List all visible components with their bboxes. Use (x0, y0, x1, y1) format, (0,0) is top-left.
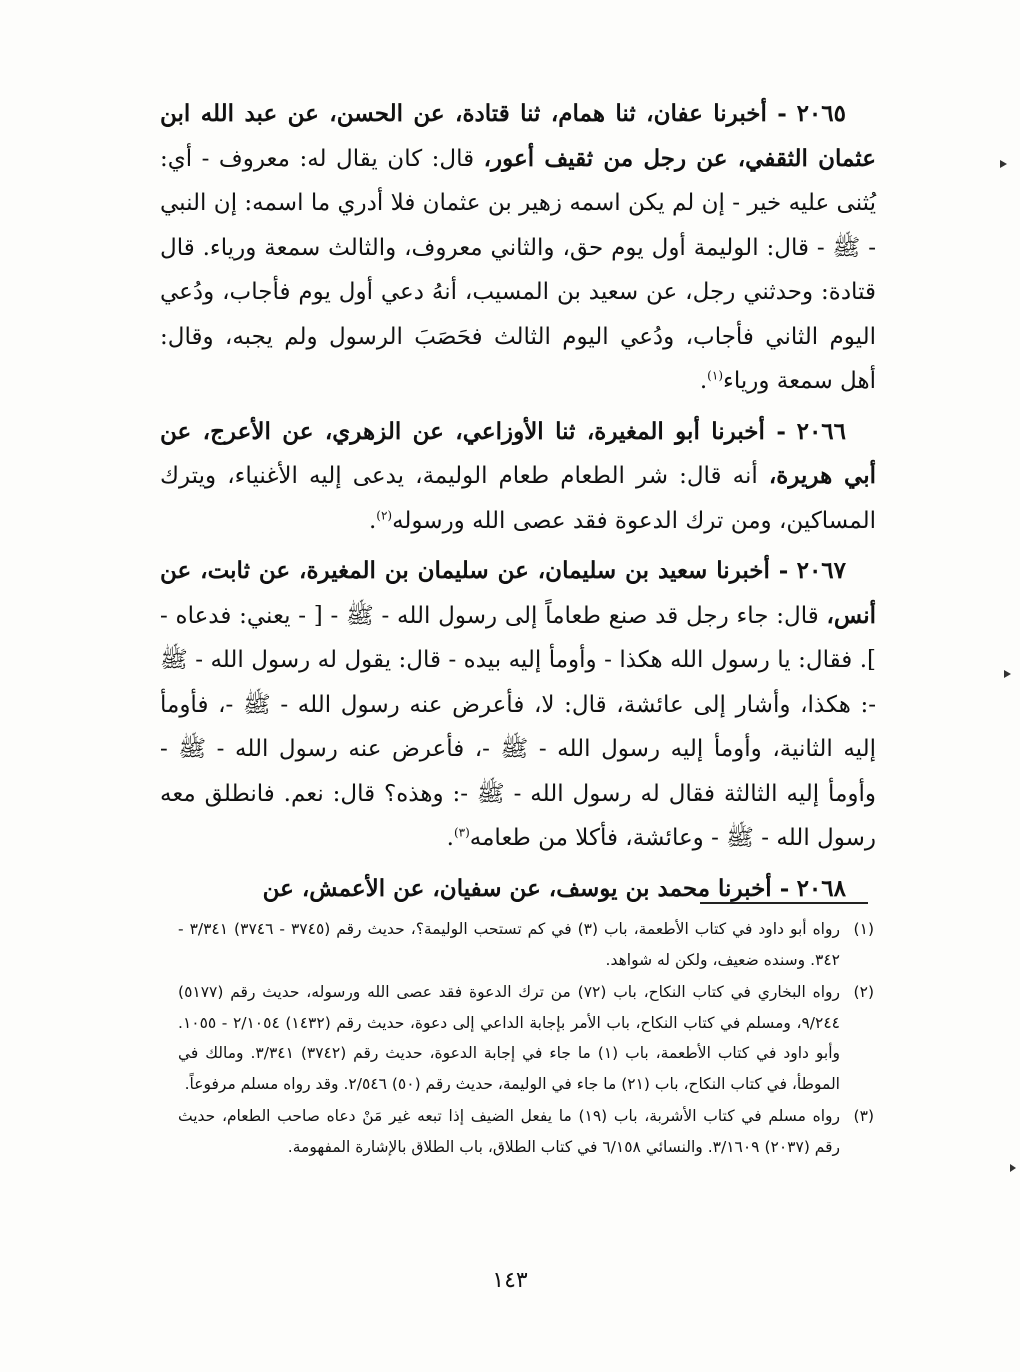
hadith-text: قال: كان يقال له: معروف - أي: يُثنى عليه خير - إن لم يكن اسمه زهير بن عثمان فلا أدري ما اسمه: إن النبي - ﷺ - قال: الوليمة أول يوم حق، والثاني معروف، والثالث سمعة ورياء. قال قتادة: وحدثني رجل، عن سعيد بن المسيب، أنهُ دعي أول يوم فأجاب، ودُعي اليوم الثاني فأجاب، ودُعي اليوم الثالث فحَصَبَ الرسول ولم يجبه، وقال: أهل سمعة ورياء (160, 145, 876, 394)
hadith-number: ٢٠٦٦ (796, 417, 847, 445)
hadith-number: ٢٠٦٥ (796, 100, 846, 127)
hadith-isnad: أخبرنا أبو المغيرة، ثنا الأوزاعي، عن الزهري، عن الأعرج، عن أبي هريرة، (160, 417, 876, 489)
footnote-text: رواه أبو داود في كتاب الأطعمة، باب (٣) في كم تستحب الوليمة؟، حديث رقم (٣٧٤٥ - ٣٧٤٦) ٣/٣٤١ - ٣٤٢. وسنده ضعيف، ولكن له شواهد. (178, 920, 840, 969)
separator: - (766, 100, 787, 127)
hadith-paragraph (160, 867, 876, 912)
hadith-text: أنه قال: شر الطعام طعام الوليمة، يدعى إليه الأغنياء، ويترك المساكين، ومن ترك الدعوة فقد عصى الله ورسوله (160, 463, 876, 534)
page-number: ١٤٣ (492, 1268, 528, 1293)
separator: - (771, 874, 790, 902)
hadith-paragraph: ٢٠٦٥ - أخبرنا عفان، ثنا همام، ثنا قتادة، عن الحسن، عن عبد الله ابن عثمان الثقفي، عن رجل من ثقيف أعور، قال: كان يقال له: معروف - أي: يُثنى عليه خير - إن لم يكن اسمه زهير بن عثمان فلا أدري ما اسمه: إن النبي - ﷺ - قال: الوليمة أول يوم حق، والثاني معروف، والثالث سمعة ورياء. قال قتادة: وحدثني رجل، عن سعيد بن المسيب، أنهُ دعي أول يوم فأجاب، ودُعي اليوم الثاني فأجاب، ودُعي اليوم الثالث فحَصَبَ الرسول ولم يجبه، وقال: أهل سمعة ورياء$^{(١)}$. (160, 100, 876, 394)
hadith-paragraph: ٢٠٦٧ - أخبرنا سعيد بن سليمان، عن سليمان بن المغيرة، عن ثابت، عن أنس، قال: جاء رجل قد صنع طعاماً إلى رسول الله - ﷺ - [ - يعني: فدعاه - ]. فقال: يا رسول الله هكذا - وأومأ إليه بيده - قال: يقول له رسول الله - ﷺ -: هكذا، وأشار إلى عائشة، قال: لا، فأعرض عنه رسول الله - ﷺ -، فأومأ إليه الثانية، وأومأ إليه رسول الله - ﷺ -، فأعرض عنه رسول الله - ﷺ - وأومأ إليه الثالثة فقال له رسول الله - ﷺ -: وهذه؟ قال: نعم. فانطلق معه رسول الله - ﷺ - وعائشة، فأكلا من طعامه$^{(٣)}$. (160, 557, 877, 851)
separator: - (769, 557, 789, 584)
footnote-mark: (٢) (853, 983, 874, 1001)
separator: - (764, 417, 786, 445)
hadith-isnad: أخبرنا سعيد بن سليمان، عن سليمان بن المغيرة، عن ثابت، عن أنس، (160, 557, 877, 629)
margin-mark (1000, 160, 1007, 168)
footnotes (178, 914, 874, 1164)
hadith-number: ٢٠٦٧ (796, 557, 847, 584)
footnote-ref: (١) (707, 368, 723, 383)
margin-mark (1004, 670, 1011, 678)
footnote (178, 977, 874, 1099)
footnote-ref: (٣) (453, 825, 470, 840)
hadith-paragraph: ٢٠٦٦ - أخبرنا أبو المغيرة، ثنا الأوزاعي، عن الزهري، عن الأعرج، عن أبي هريرة، أنه قال: شر الطعام طعام الوليمة، يدعى إليه الأغنياء، ويترك المساكين، ومن ترك الدعوة فقد عصى الله ورسوله$^{(٢)}$. (160, 417, 876, 534)
footnote-text: رواه البخاري في كتاب النكاح، باب (٧٢) من ترك الدعوة فقد عصى الله ورسوله، حديث رقم (٥١٧٧) ٩/٢٤٤، ومسلم في كتاب النكاح، باب الأمر بإجابة الداعي إلى دعوة، حديث رقم (١٤٣٢) ٢/١٠٥٤ - ١٠٥٥. وأبو داود في كتاب الأطعمة، باب (١) ما جاء في إجابة الدعوة، حديث رقم (٣٧٤٢) ٣/٣٤١. ومالك في الموطأ، في كتاب النكاح، باب (٢١) ما جاء في الوليمة، حديث رقم (٥٠) ٢/٥٤٦. وقد رواه مسلم مرفوعاً. (178, 983, 840, 1093)
hadith-number: ٢٠٦٨ (796, 874, 846, 902)
footnote-ref: (٢) (376, 507, 393, 522)
margin-mark (1010, 1164, 1016, 1172)
footnote-mark: (١) (853, 920, 874, 938)
footnote-text: رواه مسلم في كتاب الأشربة، باب (١٩) ما يفعل الضيف إذا تبعه غير مَنْ دعاه صاحب الطعام، حديث رقم (٢٠٣٧) ٣/١٦٠٩. والنسائي ٦/١٥٨ في كتاب الطلاق، باب الطلاق بالإشارة المفهومة. (178, 1107, 840, 1156)
hadith-text: قال: جاء رجل قد صنع طعاماً إلى رسول الله - ﷺ - [ - يعني: فدعاه - ]. فقال: يا رسول الله هكذا - وأومأ إليه بيده - قال: يقول له رسول الله - ﷺ -: هكذا، وأشار إلى عائشة، قال: لا، فأعرض عنه رسول الله - ﷺ -، فأومأ إليه الثانية، وأومأ إليه رسول الله - ﷺ -، فأعرض عنه رسول الله - ﷺ - وأومأ إليه الثالثة فقال له رسول الله - ﷺ -: وهذه؟ قال: نعم. فانطلق معه رسول الله - ﷺ - وعائشة، فأكلا من طعامه (160, 602, 876, 851)
footnote (178, 914, 874, 975)
main-text (160, 92, 876, 917)
footnote-mark: (٣) (853, 1107, 874, 1125)
footnote (178, 1101, 874, 1162)
hadith-isnad: أخبرنا عفان، ثنا همام، ثنا قتادة، عن الحسن، عن عبد الله ابن عثمان الثقفي، عن رجل من ثقيف أعور، (160, 100, 876, 172)
hadith-isnad: أخبرنا محمد بن يوسف، عن سفيان، عن الأعمش، عن (262, 874, 772, 902)
footnote-divider (700, 902, 868, 904)
